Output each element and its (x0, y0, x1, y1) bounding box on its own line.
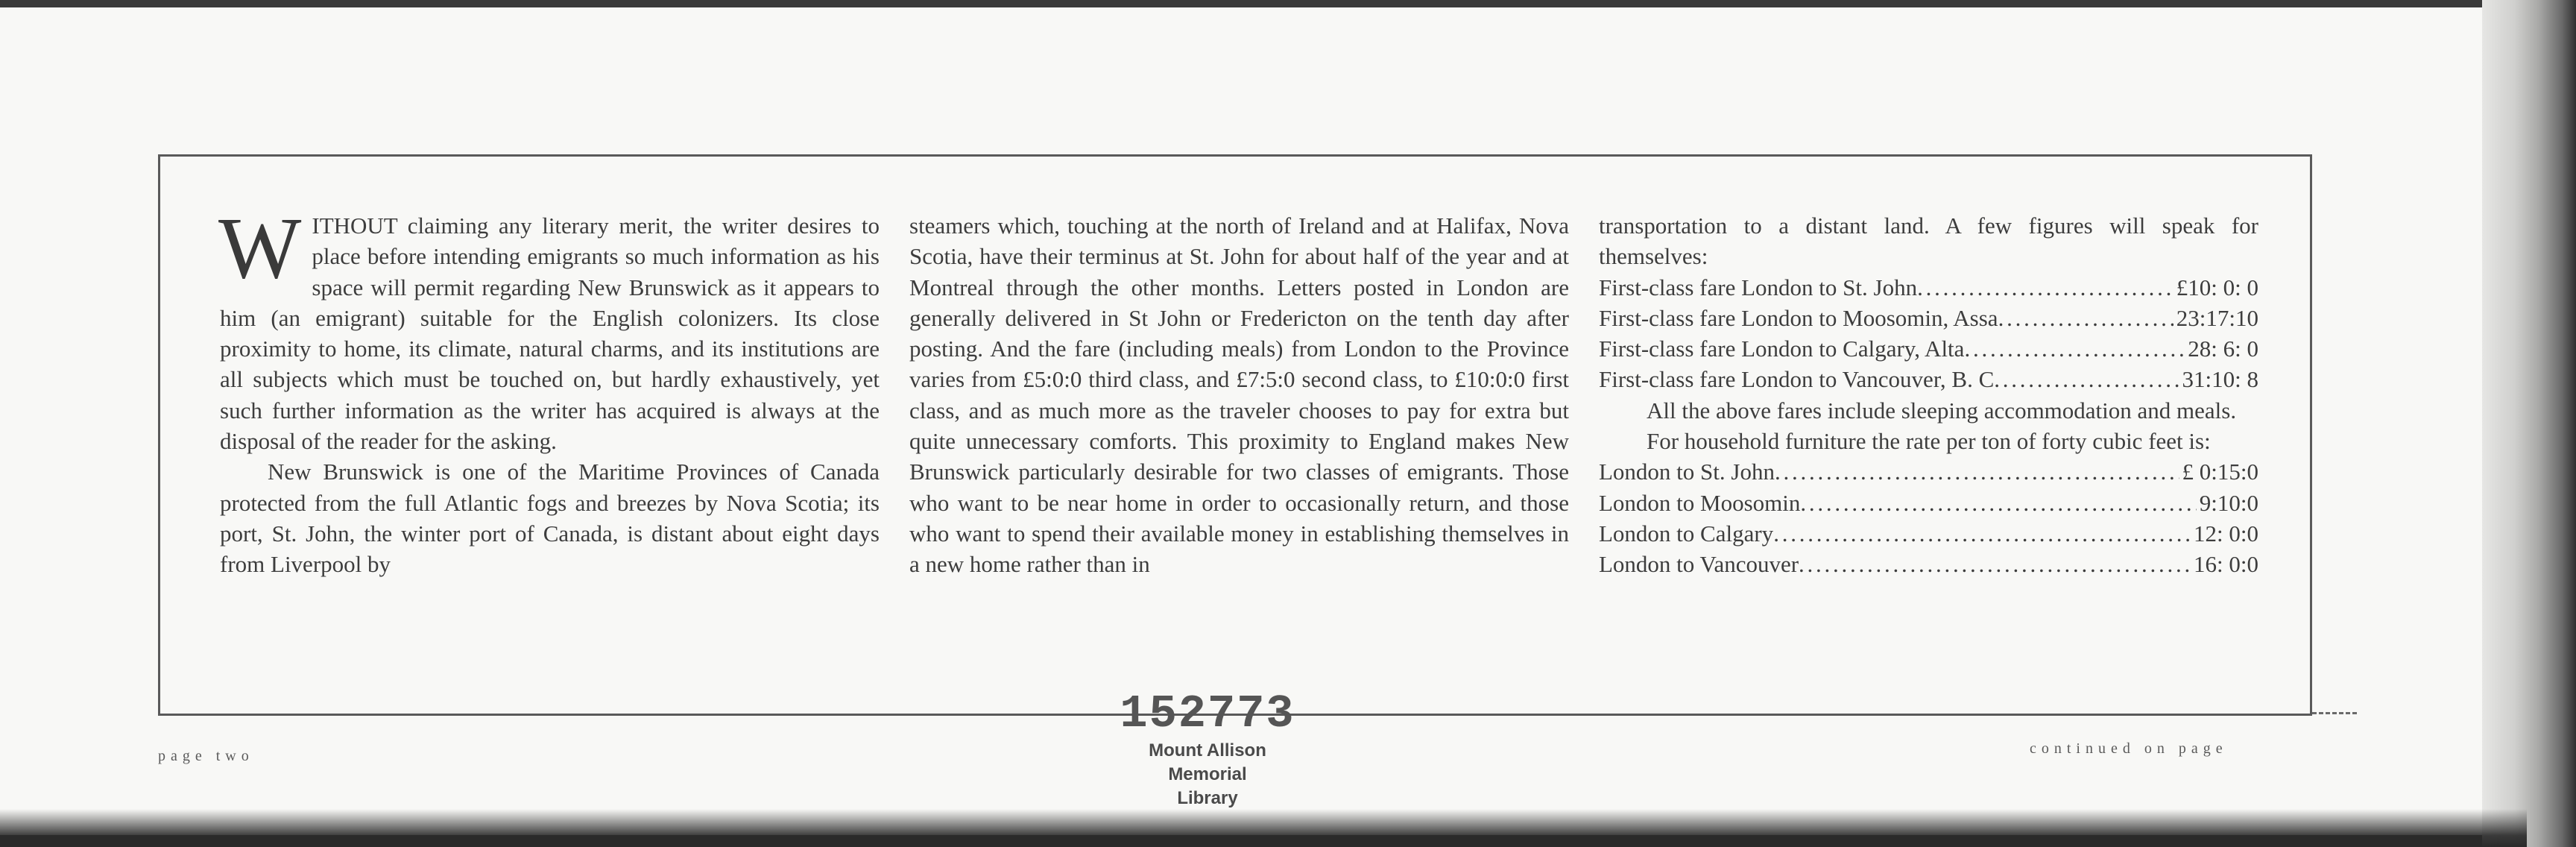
furniture-row: London to Calgary . . . 12: 0:0 (1599, 518, 2258, 549)
leader-dots (1800, 488, 2196, 518)
fare-row: First-class fare London to St. John . . . £10: 0: 0 (1599, 272, 2258, 303)
page-number-label: page two (158, 748, 254, 764)
fare-list (1599, 272, 2258, 395)
leader-dots (1994, 364, 2179, 394)
stamp-line-2: Memorial (1168, 764, 1247, 784)
furniture-intro: For household furniture the rate per ton of forty cubic feet is: (1647, 428, 2211, 455)
frame-rule-extension (2312, 712, 2357, 714)
column-one-text-1: ITHOUT claiming any literary merit, the writer desires to place before intending emigrants so much information as his space will permit regarding New Brunswick as it appears to him (an emigrant) suitable for the English colonizers. Its close proximity to home, its climate, natural charms, and its institutions are all subjects which must be touched on, but hardly exhaustively, yet such further information as the writer has acquired is always at the disposal of the reader for the asking. (220, 212, 880, 455)
continued-label: continued on page (2030, 740, 2228, 757)
leader-dots (1799, 549, 2191, 579)
leader-dots (1775, 456, 2179, 487)
column-three (1599, 210, 2258, 580)
library-stamp (1066, 687, 1349, 810)
fare-row: First-class fare London to Vancouver, B. C . . . 31:10: 8 (1599, 364, 2258, 394)
furniture-row: London to St. John . . . £ 0:15:0 (1599, 456, 2258, 487)
column-one-paragraph-1 (218, 199, 880, 456)
stamp-line-1: Mount Allison (1149, 740, 1266, 761)
leader-dots (1964, 333, 2185, 364)
column-three-intro: transportation to a distant land. A few figures will speak for themselves: (1599, 212, 2258, 270)
fare-row: First-class fare London to Calgary, Alta . . . 28: 6: 0 (1599, 333, 2258, 364)
accession-number: 152773 (1120, 687, 1295, 740)
column-one (218, 199, 880, 580)
stamp-line-3: Library (1177, 788, 1238, 808)
column-one-paragraph-2: New Brunswick is one of the Maritime Provinces of Canada protected from the full Atlantic fogs and breezes by Nova Scotia; its port, St. John, the winter port of Canada, is distant about eight days from Liverpool by (220, 459, 880, 578)
leader-dots (1917, 272, 2174, 303)
furniture-row: London to Vancouver . . . 16: 0:0 (1599, 549, 2258, 579)
fare-row: First-class fare London to Moosomin, Assa . . . 23:17:10 (1599, 303, 2258, 333)
fares-note: All the above fares include sleeping accommodation and meals. (1647, 397, 2237, 424)
leader-dots (1773, 518, 2191, 549)
drop-cap: W (218, 199, 302, 297)
column-two (909, 210, 1569, 580)
torn-bottom-edge (0, 809, 2527, 847)
leader-dots (1998, 303, 2174, 333)
furniture-list (1599, 456, 2258, 579)
page-curl-edge (2482, 0, 2576, 847)
column-two-paragraph-1: steamers which, touching at the north of Ireland and at Halifax, Nova Scotia, have their terminus at St. John for about half of the year and at Montreal through the other months. Letters posted in London are generally delivered in St John or Fredericton on the tenth day after posting. And the fare (including meals) from London to the Province varies from £5:0:0 third class, and £7:5:0 second class, to £10:0:0 first class, and as much more as the traveler chooses to pay for extra but quite unnecessary comforts. This proximity to England makes New Brunswick particularly desirable for two classes of emigrants. Those who want to be near home in order to occasionally return, and those who want to spend their available money in establishing themselves in a new home rather than in (909, 212, 1569, 578)
furniture-row: London to Moosomin . . . 9:10:0 (1599, 488, 2258, 518)
